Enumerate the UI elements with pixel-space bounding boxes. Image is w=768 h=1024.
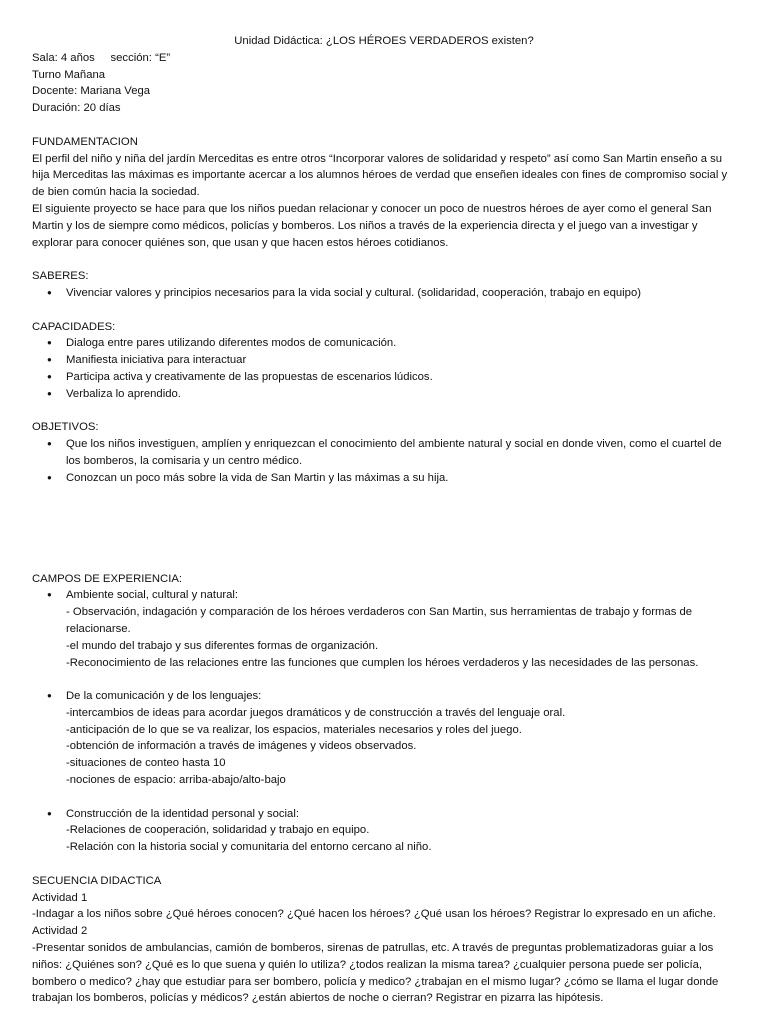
campo-line: - Observación, indagación y comparación de los héroes verdaderos con San Martin, sus herramientas de trabajo y formas de relacionarse. (66, 606, 693, 635)
section-saberes (32, 268, 736, 302)
objetivos-list (32, 436, 736, 486)
capacidades-list (32, 335, 736, 402)
section-capacidades (32, 319, 736, 403)
campo-identidad (32, 806, 736, 856)
list-item: ● Manifiesta iniciativa para interactuar (32, 352, 736, 369)
section-objetivos (32, 419, 736, 486)
heading-fundamentacion: FUNDAMENTACION (32, 135, 138, 148)
header-line-docente: Docente: Mariana Vega (32, 85, 151, 98)
section-campos (32, 571, 736, 857)
campo-line: -intercambios de ideas para acordar juegos dramáticos y de construcción a través del lenguaje oral. (66, 706, 566, 719)
actividad-2-label: Actividad 2 (32, 925, 88, 938)
fundamentacion-paragraph-1: El perfil del niño y niña del jardín Merceditas es entre otros “Incorporar valores de solidaridad y respeto” así como San Martin enseño a su hija Merceditas las máximas es importante acercar a los alumnos héroes de verdad que enseñen ideales con fines de compromiso social y de bien común hacia la sociedad. (32, 152, 728, 199)
header-info (32, 50, 736, 117)
campo-title: ● De la comunicación y de los lenguajes: (66, 690, 262, 703)
heading-capacidades: CAPACIDADES: (32, 320, 116, 333)
campo-line: -nociones de espacio: arriba-abajo/alto-bajo (66, 774, 286, 787)
list-item: ● Vivenciar valores y principios necesarios para la vida social y cultural. (solidaridad, cooperación, trabajo en equipo) (32, 285, 736, 302)
actividad-2-text: -Presentar sonidos de ambulancias, camión de bomberos, sirenas de patrullas, etc. A través de preguntas problematizadoras guiar a los niños: ¿Quiénes son? ¿Qué es lo que suena y quién lo utiliza? ¿todos realizan la misma tarea? ¿cualquier persona puede ser policía, bombero o medico? ¿hay que estudiar para ser bombero, policía y medico? ¿trabajan en el mismo lugar? ¿cómo se llama el lugar donde trabajan los bomberos, policías y médicos? ¿están abiertos de noche o cierran? Registrar en pizarra las hipótesis. (32, 942, 719, 1005)
heading-objetivos: OBJETIVOS: (32, 421, 99, 434)
campo-line: -obtención de información a través de imágenes y videos observados. (66, 740, 417, 753)
campo-line: -Reconocimiento de las relaciones entre las funciones que cumplen los héroes verdaderos y las necesidades de las personas. (66, 656, 699, 669)
campo-ambiente (32, 587, 736, 671)
list-item: ● Que los niños investiguen, amplíen y enriquezcan el conocimiento del ambiente natural y social en donde viven, como el cuartel de los bomberos, la comisaria y un centro médico. (32, 436, 736, 470)
list-item: ● Participa activa y creativamente de las propuestas de escenarios lúdicos. (32, 369, 736, 386)
heading-secuencia: SECUENCIA DIDACTICA (32, 874, 162, 887)
header-line-duracion: Duración: 20 días (32, 102, 121, 115)
section-fundamentacion (32, 134, 736, 252)
campo-line: -Relaciones de cooperación, solidaridad y trabajo en equipo. (66, 824, 370, 837)
campos-list (32, 587, 736, 856)
actividad-1-text: -Indagar a los niños sobre ¿Qué héroes conocen? ¿Qué hacen los héroes? ¿Qué usan los héroes? Registrar lo expresado en un afiche. (32, 908, 716, 921)
list-item: ● Verbaliza lo aprendido. (32, 386, 736, 403)
campo-line: -el mundo del trabajo y sus diferentes formas de organización. (66, 639, 379, 652)
campo-title: ● Construcción de la identidad personal y social: (66, 807, 299, 820)
section-secuencia (32, 873, 736, 1007)
header-line-sala: Sala: 4 años sección: “E” (32, 51, 171, 64)
fundamentacion-paragraph-2: El siguiente proyecto se hace para que los niños puedan relacionar y conocer un poco de nuestros héroes de ayer como el general San Martin y los de siempre como médicos, policías y bomberos. Los niños a través de la experiencia directa y el juego van a investigar y explorar para conocer quiénes son, que usan y que hacen estos héroes cotidianos. (32, 202, 712, 249)
list-item: ● Conozcan un poco más sobre la vida de San Martin y las máximas a su hija. (32, 470, 736, 487)
list-item: ● Dialoga entre pares utilizando diferentes modos de comunicación. (32, 335, 736, 352)
heading-saberes: SABERES: (32, 270, 89, 283)
campo-comunicacion (32, 688, 736, 789)
saberes-list (32, 285, 736, 302)
actividad-1-label: Actividad 1 (32, 891, 88, 904)
campo-line: -situaciones de conteo hasta 10 (66, 757, 226, 770)
campo-title: ● Ambiente social, cultural y natural: (66, 589, 239, 602)
heading-campos: CAMPOS DE EXPERIENCIA: (32, 572, 183, 585)
document-title: Unidad Didáctica: ¿LOS HÉROES VERDADEROS existen? (234, 35, 534, 47)
campo-line: -Relación con la historia social y comunitaria del entorno cercano al niño. (66, 841, 432, 854)
header-line-turno: Turno Mañana (32, 68, 106, 81)
campo-line: -anticipación de lo que se va realizar, los espacios, materiales necesarios y roles del juego. (66, 723, 522, 736)
